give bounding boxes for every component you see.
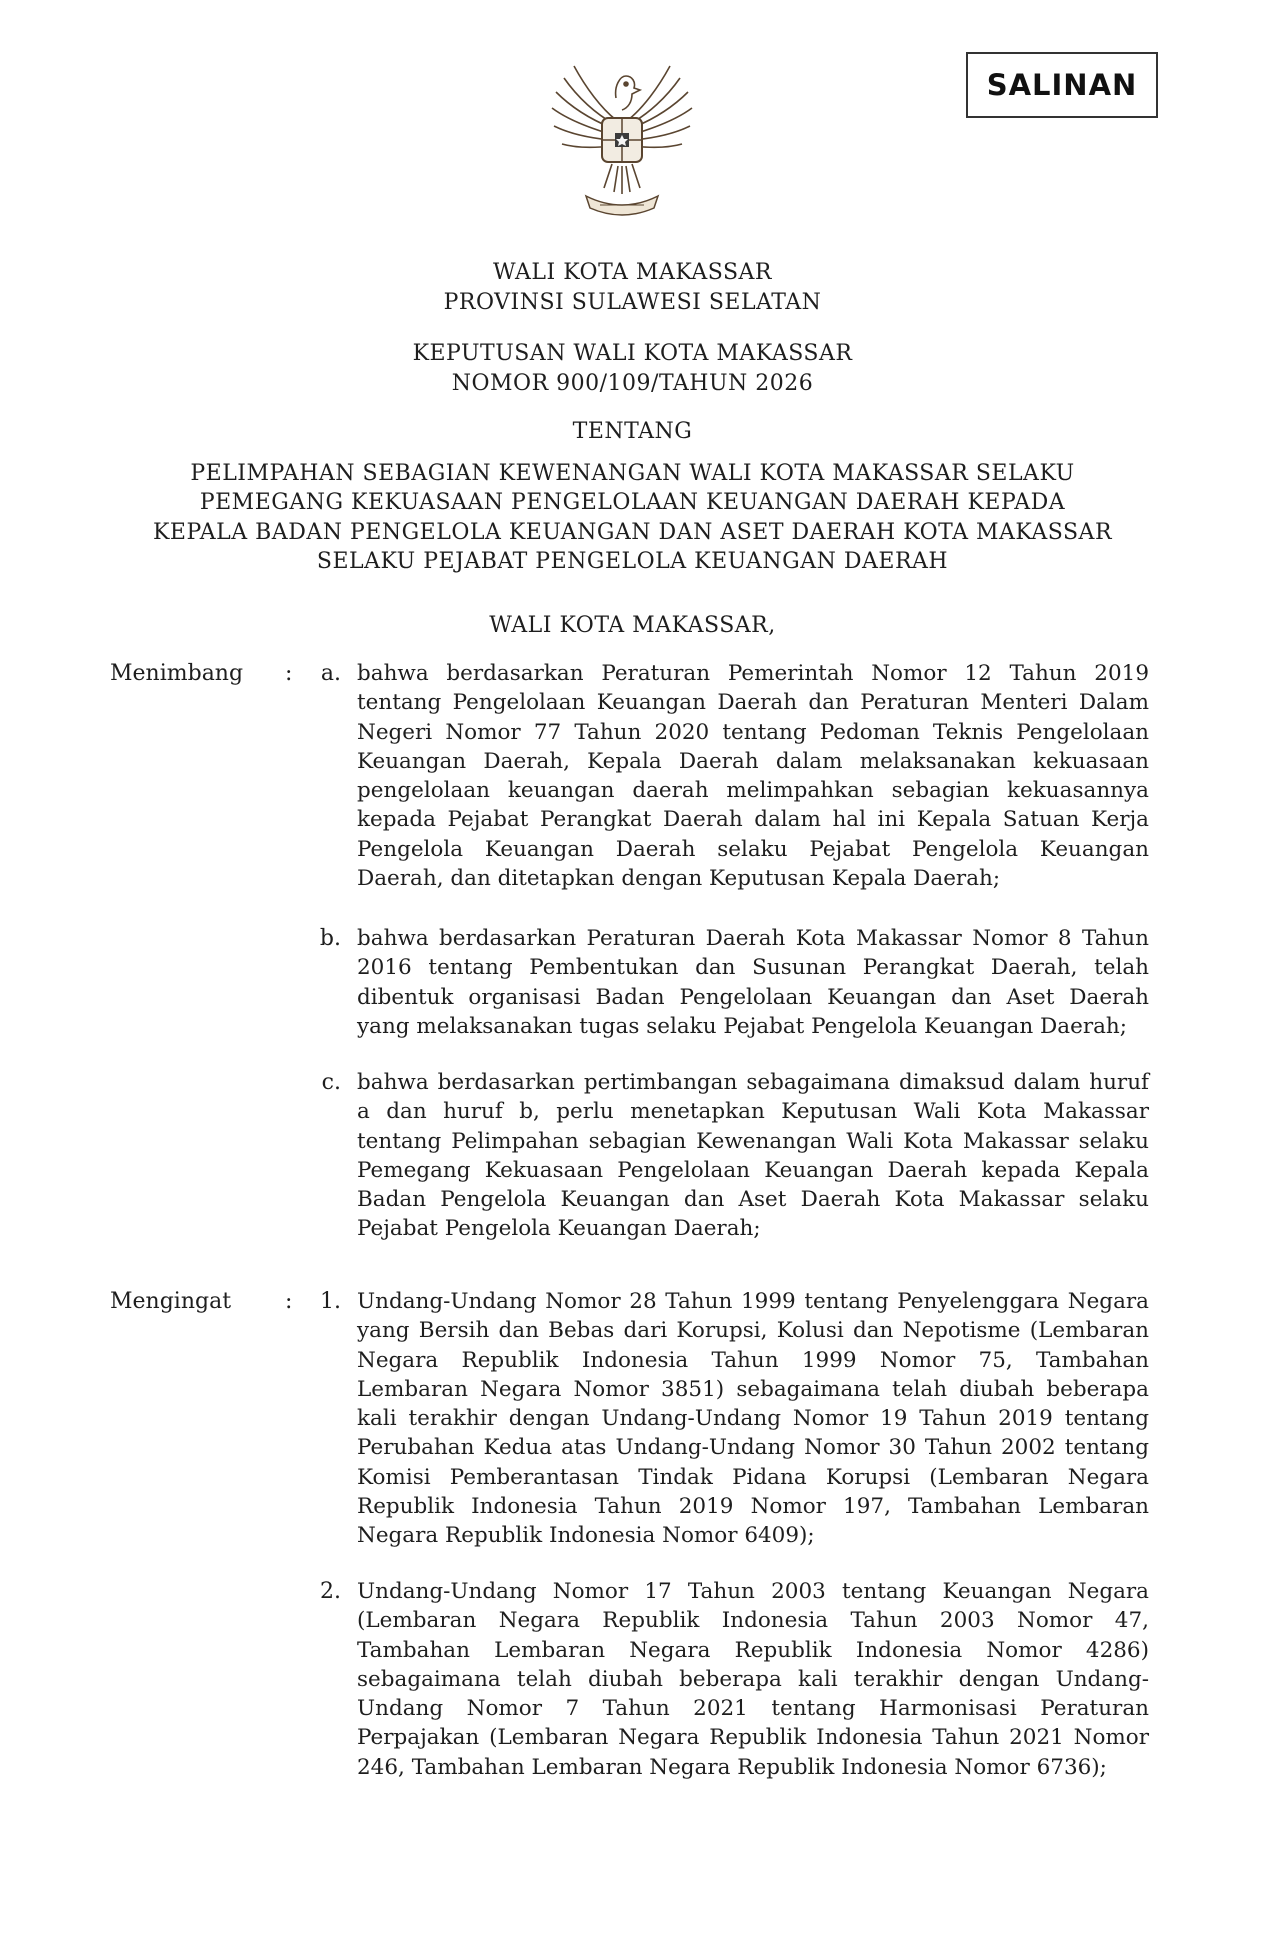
garuda-emblem-icon xyxy=(546,58,698,218)
issuer-title: WALI KOTA MAKASSAR xyxy=(493,260,772,285)
decree-number: NOMOR 900/109/TAHUN 2026 xyxy=(451,371,814,396)
salinan-stamp: SALINAN xyxy=(966,52,1158,118)
subject-line: PELIMPAHAN SEBAGIAN KEWENANGAN WALI KOTA MAKASSAR SELAKU xyxy=(190,461,1075,486)
list-item: bahwa berdasarkan pertimbangan sebagaimana dimaksud dalam huruf a dan huruf b, perlu menetapkan Keputusan Wali Kota Makassar tentang Pelimpahan sebagian Kewenangan Wali Kota Makassar selaku Pemegang Kekuasaan Pengelolaan Keuangan Daerah kepada Kepala Badan Pengelola Keuangan dan Aset Daerah Kota Makassar selaku Pejabat Pengelola Keuangan Daerah; xyxy=(357,1070,1149,1242)
list-item: bahwa berdasarkan Peraturan Pemerintah Nomor 12 Tahun 2019 tentang Pengelolaan Keuangan Daerah dan Peraturan Menteri Dalam Negeri Nomor 77 Tahun 2020 tentang Pedoman Teknis Pengelolaan Keuangan Daerah, Kepala Daerah dalam melaksanakan kekuasaan pengelolaan keuangan daerah melimpahkan sebagian kekuasannya kepada Pejabat Perangkat Daerah dalam hal ini Kepala Satuan Kerja Pengelola Keuangan Daerah selaku Pejabat Pengelola Keuangan Daerah, dan ditetapkan dengan Keputusan Kepala Daerah; xyxy=(357,661,1149,892)
list-item: Undang-Undang Nomor 17 Tahun 2003 tentang Keuangan Negara (Lembaran Negara Republik Indonesia Tahun 2003 Nomor 47, Tambahan Lembaran Negara Republik Indonesia Nomor 4286) sebagaimana telah diubah beberapa kali terakhir dengan Undang-Undang Nomor 7 Tahun 2021 tentang Harmonisasi Peraturan Perpajakan (Lembaran Negara Republik Indonesia Tahun 2021 Nomor 246, Tambahan Lembaran Negara Republik Indonesia Nomor 6736); xyxy=(357,1579,1149,1780)
menimbang-label: Menimbang xyxy=(110,661,244,686)
subject-line: SELAKU PEJABAT PENGELOLA KEUANGAN DAERAH xyxy=(316,549,949,574)
list-item: Undang-Undang Nomor 28 Tahun 1999 tentang Penyelenggara Negara yang Bersih dan Bebas dari Korupsi, Kolusi dan Nepotisme (Lembaran Negara Republik Indonesia Tahun 1999 Nomor 75, Tambahan Lembaran Negara Nomor 3851) sebagaimana telah diubah beberapa kali terakhir dengan Undang-Undang Nomor 19 Tahun 2019 tentang Perubahan Kedua atas Undang-Undang Nomor 30 Tahun 2002 tentang Komisi Pemberantasan Tindak Pidana Korupsi (Lembaran Negara Republik Indonesia Tahun 2019 Nomor 197, Tambahan Lembaran Negara Republik Indonesia Nomor 6409); xyxy=(357,1289,1149,1549)
menimbang-colon: : xyxy=(285,661,293,686)
list-marker: c. xyxy=(321,1070,341,1095)
list-marker: 2. xyxy=(320,1579,341,1604)
list-item: bahwa berdasarkan Peraturan Daerah Kota Makassar Nomor 8 Tahun 2016 tentang Pembentukan dan Susunan Perangkat Daerah, telah dibentuk organisasi Badan Pengelolaan Keuangan dan Aset Daerah yang melaksanakan tugas selaku Pejabat Pengelola Keuangan Daerah; xyxy=(357,926,1149,1039)
list-marker: b. xyxy=(319,926,341,951)
issuer-declaration: WALI KOTA MAKASSAR, xyxy=(489,613,776,638)
about-heading: TENTANG xyxy=(572,419,693,444)
mengingat-label: Mengingat xyxy=(110,1289,232,1314)
list-marker: a. xyxy=(320,661,341,686)
province-title: PROVINSI SULAWESI SELATAN xyxy=(443,290,822,315)
decree-title: KEPUTUSAN WALI KOTA MAKASSAR xyxy=(412,341,853,366)
mengingat-colon: : xyxy=(285,1289,293,1314)
list-marker: 1. xyxy=(320,1289,341,1314)
subject-line: KEPALA BADAN PENGELOLA KEUANGAN DAN ASET DAERAH KOTA MAKASSAR xyxy=(152,520,1113,545)
subject-line: PEMEGANG KEKUASAAN PENGELOLAAN KEUANGAN DAERAH KEPADA xyxy=(199,490,1066,515)
